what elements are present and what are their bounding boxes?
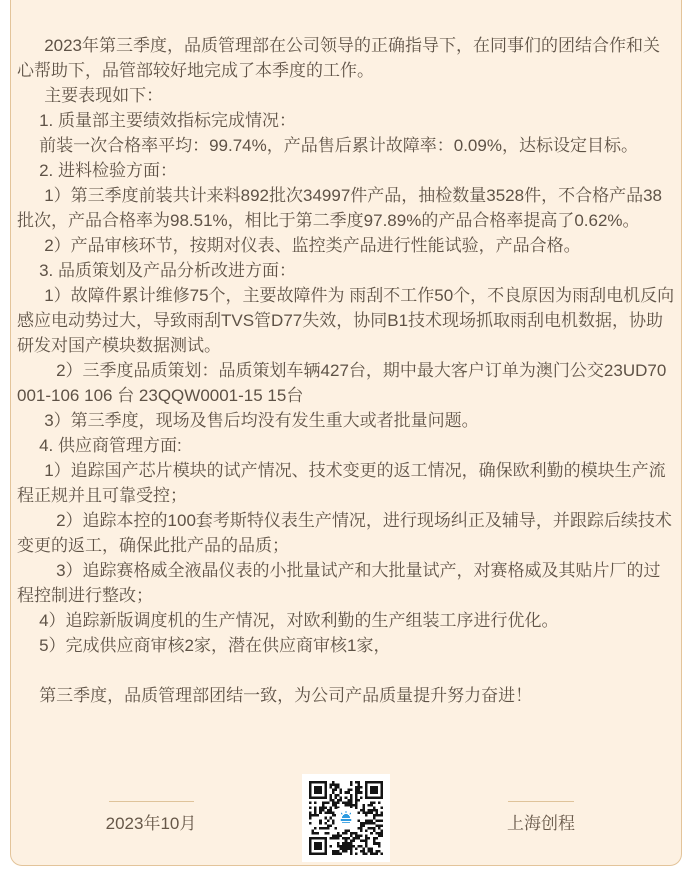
qr-code[interactable]: [302, 774, 390, 862]
closing-slogan: 第三季度，品质管理部团结一致，为公司产品质量提升努力奋进！: [39, 686, 533, 705]
report-date: 2023年10月: [105, 813, 197, 833]
paragraph: 1. 质量部主要绩效指标完成情况：: [39, 111, 296, 130]
report-card: [10, 0, 682, 866]
paragraph: 3. 品质策划及产品分析改进方面：: [39, 261, 296, 280]
footer-company-block: [451, 801, 631, 836]
report-footer: [11, 774, 681, 862]
paragraph: 主要表现如下：: [44, 86, 164, 105]
paragraph: 5）完成供应商审核2家，潜在供应商审核1家，: [39, 636, 391, 655]
paragraph: 2）产品审核环节，按期对仪表、监控类产品进行性能试验，产品合格。: [44, 236, 581, 255]
paragraph: 2）三季度品质策划：品质策划车辆427台，期中最大客户订单为澳门公交23UD70001-106 106 台 23QQW0001-15 15台: [17, 361, 667, 405]
footer-date-block: [61, 801, 241, 836]
paragraph: 3）追踪赛格威全液晶仪表的小批量试产和大批量试产，对赛格威及其贴片厂的过程控制进行整改；: [17, 561, 661, 605]
sunrise-logo-icon: [341, 811, 352, 823]
paragraph: 前装一次合格率平均：99.74%，产品售后累计故障率：0.09%，达标设定目标。: [39, 136, 638, 155]
paragraph: 3）第三季度，现场及售后均没有发生重大或者批量问题。: [44, 411, 479, 430]
paragraph: 1）追踪国产芯片模块的试产情况、技术变更的返工情况，确保欧利勤的模块生产流程正规并且可靠受控；: [17, 461, 666, 505]
paragraph: 1）故障件累计维修75个，主要故障件为 雨刮不工作50个，不良原因为雨刮电机反向感应电动势过大，导致雨刮TVS管D77失效，协同B1技术现场抓取雨刮电机数据，协助研发对国产模块数据测试。: [17, 286, 675, 355]
company-name: 上海创程: [507, 813, 575, 833]
paragraph: 1）第三季度前装共计来料892批次34997件产品，抽检数量3528件，不合格产品38批次，产品合格率为98.51%，相比于第二季度97.89%的产品合格率提高了0.62%。: [17, 186, 663, 230]
report-body: [17, 33, 675, 708]
paragraph: 4）追踪新版调度机的生产情况，对欧利勤的生产组装工序进行优化。: [39, 611, 559, 630]
paragraph: 2）追踪本控的100套考斯特仪表生产情况，进行现场纠正及辅导，并跟踪后续技术变更的返工，确保此批产品的品质；: [17, 511, 672, 555]
qr-center-logo: [336, 808, 356, 828]
paragraph: 2. 进料检验方面：: [39, 161, 177, 180]
divider-line: [508, 801, 574, 802]
paragraph: 2023年第三季度，品质管理部在公司领导的正确指导下，在同事们的团结合作和关心帮助下，品管部较好地完成了本季度的工作。: [17, 36, 661, 80]
divider-line: [109, 801, 194, 802]
paragraph: 4. 供应商管理方面:: [39, 436, 182, 455]
